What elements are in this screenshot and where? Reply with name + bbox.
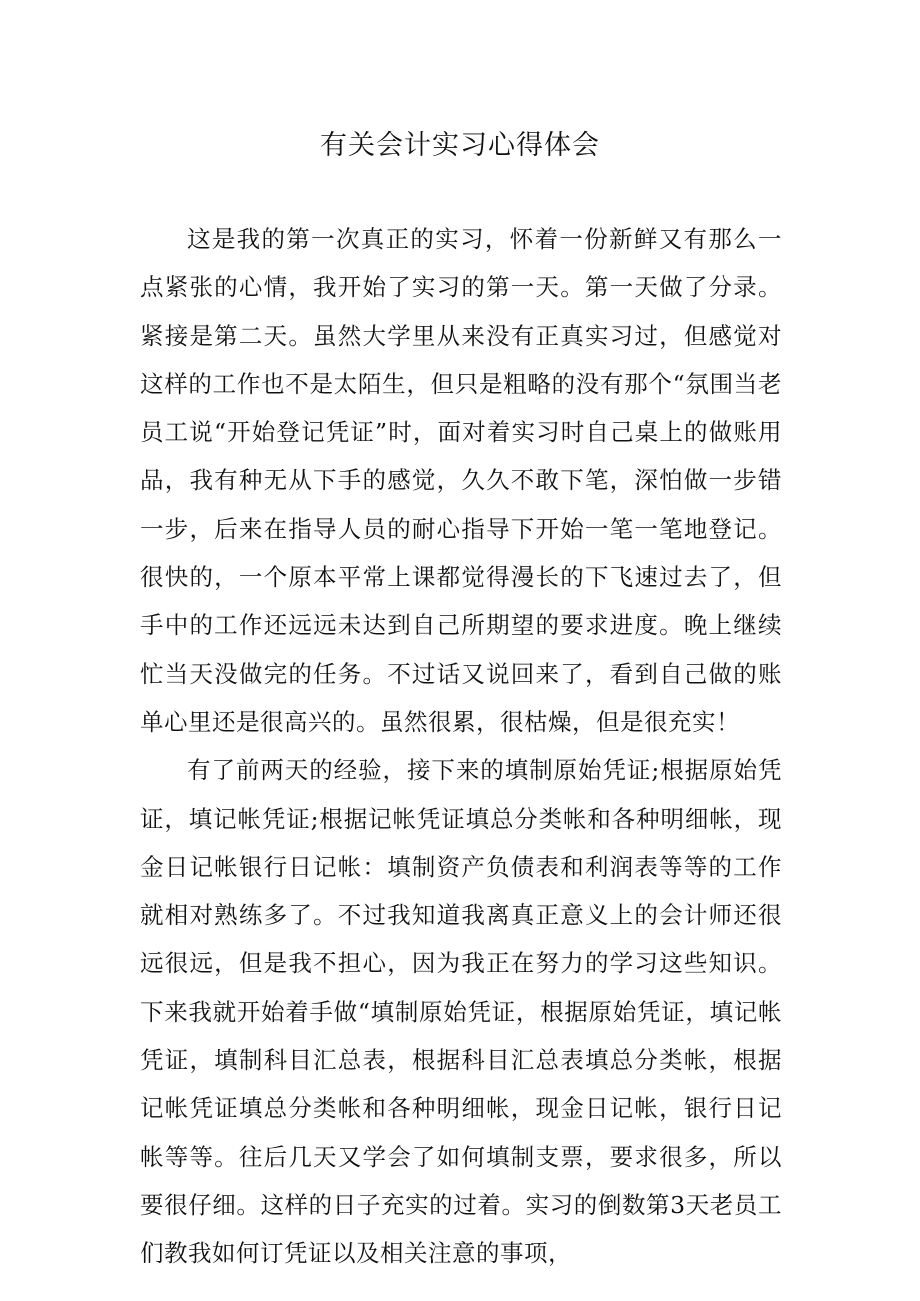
document-title: 有关会计实习心得体会 [320, 130, 600, 161]
paragraph-2: 有了前两天的经验，接下来的填制原始凭证;根据原始凭证，填记帐凭证;根据记帐凭证填总分类帐和各种明细帐，现金日记帐银行日记帐：填制资产负债表和利润表等等的工作就相对熟练多了。不过我知道我离真正意义上的会计师还很远很远，但是我不担心，因为我正在努力的学习这些知识。下来我就开始着手做“填制原始凭证，根据原始凭证，填记帐凭证，填制科目汇总表，根据科目汇总表填总分类帐，根据记帐凭证填总分类帐和各种明细帐，现金日记帐，银行日记帐等等。往后几天又学会了如何填制支票，要求很多，所以要很仔细。这样的日子充实的过着。实习的倒数第3天老员工们教我如何订凭证以及相关注意的事项， [140, 756, 782, 1268]
document-body [140, 215, 782, 1278]
paragraph-1: 这是我的第一次真正的实习，怀着一份新鲜又有那么一点紧张的心情，我开始了实习的第一天。第一天做了分录。紧接是第二天。虽然大学里从来没有正真实习过，但感觉对这样的工作也不是太陌生，但只是粗略的没有那个“氛围当老员工说“开始登记凭证”时，面对着实习时自己桌上的做账用品，我有种无从下手的感觉，久久不敢下笔，深怕做一步错一步，后来在指导人员的耐心指导下开始一笔一笔地登记。很快的，一个原本平常上课都觉得漫长的下飞速过去了，但手中的工作还远远未达到自己所期望的要求进度。晚上继续忙当天没做完的任务。不过话又说回来了，看到自己做的账单心里还是很高兴的。虽然很累，很枯燥，但是很充实！ [140, 225, 782, 736]
